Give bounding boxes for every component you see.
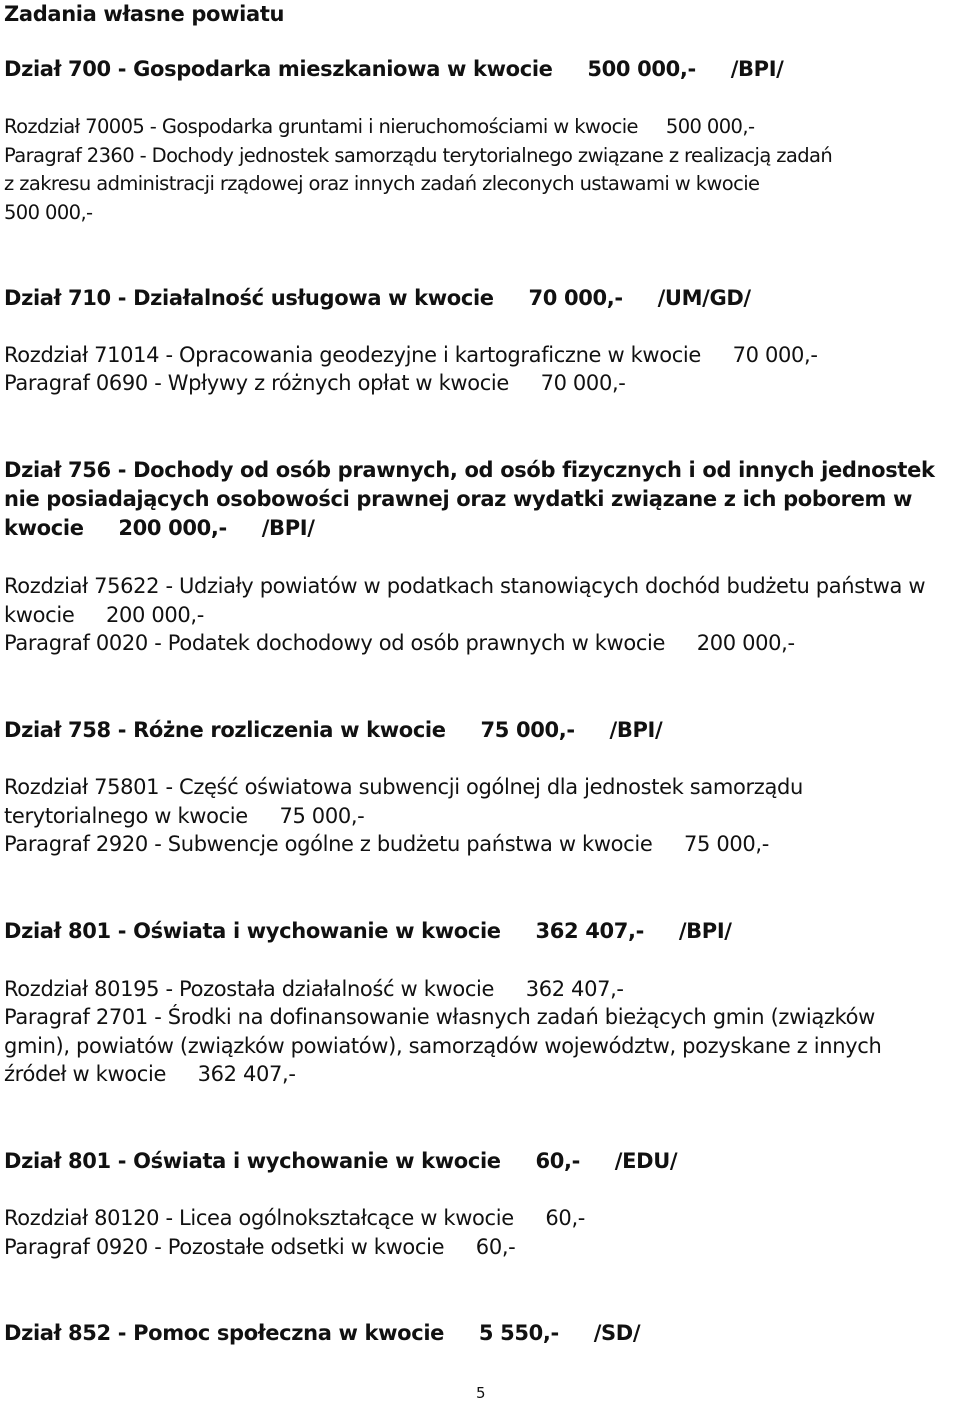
paragraf-2360-line-3: 500 000,- [4,201,93,224]
paragraf-2920: Paragraf 2920 - Subwencje ogólne z budżetu państwa w kwocie 75 000,- [4,832,769,856]
paragraf-2360-line-1: Paragraf 2360 - Dochody jednostek samorządu terytorialnego związane z realizacją zadań [4,144,833,167]
rozdzial-80195: Rozdział 80195 - Pozostała działalność w kwocie 362 407,- [4,977,624,1001]
section-heading-758: Dział 758 - Różne rozliczenia w kwocie 75 000,- /BPI/ [4,718,663,742]
page-number: 5 [476,1384,486,1402]
section-heading-801-edu: Dział 801 - Oświata i wychowanie w kwocie 60,- /EDU/ [4,1149,678,1173]
paragraf-0020: Paragraf 0020 - Podatek dochodowy od osób prawnych w kwocie 200 000,- [4,631,795,655]
section-heading-756-line-2: nie posiadających osobowości prawnej oraz wydatki związane z ich poborem w [4,487,913,511]
rozdzial-75801-line-1: Rozdział 75801 - Część oświatowa subwencji ogólnej dla jednostek samorządu [4,775,803,799]
section-heading-710: Dział 710 - Działalność usługowa w kwocie 70 000,- /UM/GD/ [4,286,751,310]
section-heading-756-line-1: Dział 756 - Dochody od osób prawnych, od osób fizycznych i od innych jednostek [4,458,935,482]
paragraf-2701-line-2: gmin), powiatów (związków powiatów), samorządów województw, pozyskane z innych [4,1034,882,1058]
paragraf-2701-line-1: Paragraf 2701 - Środki na dofinansowanie własnych zadań bieżących gmin (związków [4,1005,875,1029]
rozdzial-75801-line-2: terytorialnego w kwocie 75 000,- [4,804,365,828]
paragraf-0920: Paragraf 0920 - Pozostałe odsetki w kwocie 60,- [4,1235,516,1259]
rozdzial-71014: Rozdział 71014 - Opracowania geodezyjne i kartograficzne w kwocie 70 000,- [4,343,818,367]
section-heading-700: Dział 700 - Gospodarka mieszkaniowa w kwocie 500 000,- /BPI/ [4,57,784,81]
rozdzial-75622-line-1: Rozdział 75622 - Udziały powiatów w podatkach stanowiących dochód budżetu państwa w [4,574,926,598]
paragraf-2360-line-2: z zakresu administracji rządowej oraz innych zadań zleconych ustawami w kwocie [4,172,760,195]
rozdzial-70005: Rozdział 70005 - Gospodarka gruntami i nieruchomościami w kwocie 500 000,- [4,115,755,138]
section-heading-756-line-3: kwocie 200 000,- /BPI/ [4,516,315,540]
rozdzial-75622-line-2: kwocie 200 000,- [4,603,204,627]
paragraf-2701-line-3: źródeł w kwocie 362 407,- [4,1062,296,1086]
section-heading-801-bpi: Dział 801 - Oświata i wychowanie w kwocie 362 407,- /BPI/ [4,919,732,943]
paragraf-0690: Paragraf 0690 - Wpływy z różnych opłat w kwocie 70 000,- [4,371,626,395]
page-title: Zadania własne powiatu [4,2,285,26]
section-heading-852: Dział 852 - Pomoc społeczna w kwocie 5 550,- /SD/ [4,1321,641,1345]
rozdzial-80120: Rozdział 80120 - Licea ogólnokształcące w kwocie 60,- [4,1206,586,1230]
